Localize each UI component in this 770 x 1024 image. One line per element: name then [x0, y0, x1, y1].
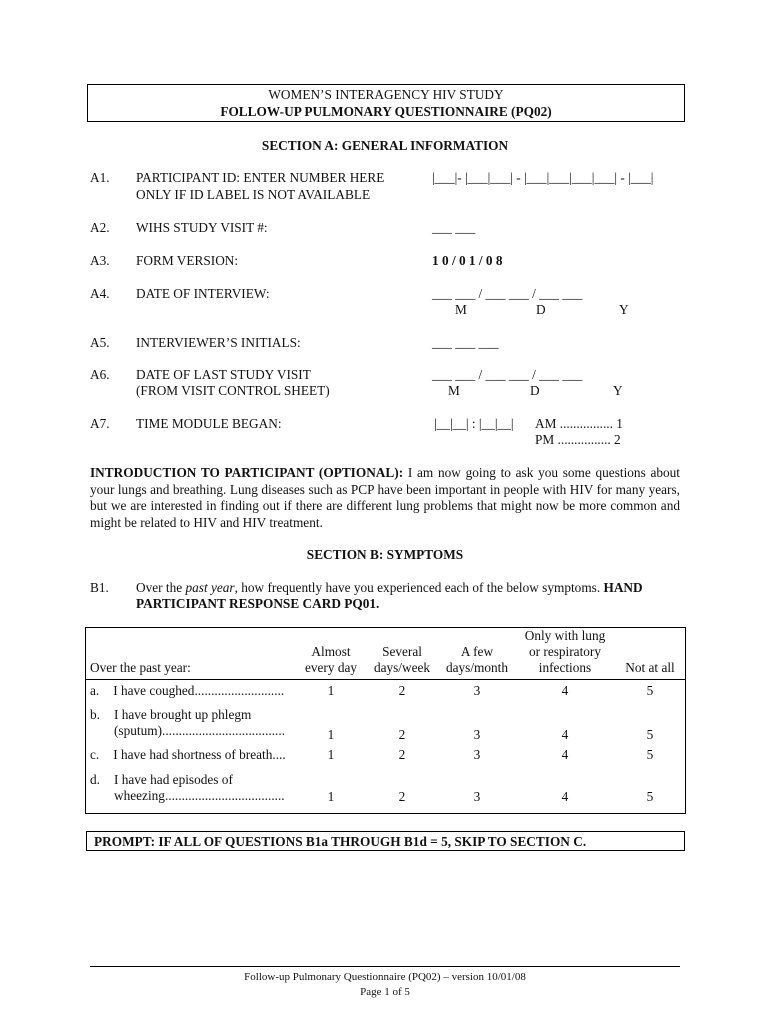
a7-number: A7.: [90, 416, 110, 431]
response-option[interactable]: 2: [398, 683, 406, 699]
table-row: a. I have coughed........................... 1 2 3 4 5: [85, 679, 686, 703]
a6-number: A6.: [90, 367, 110, 382]
b1-question-line2: PARTICIPANT RESPONSE CARD PQ01.: [136, 596, 380, 611]
a5-label: INTERVIEWER’S INITIALS:: [136, 335, 301, 350]
intro-lead: INTRODUCTION TO PARTICIPANT (OPTIONAL):: [90, 465, 404, 480]
symptoms-table: [85, 627, 686, 809]
response-option[interactable]: 4: [561, 747, 569, 762]
interview-day-label: D: [536, 302, 546, 317]
table-row: b. I have brought up phlegm (sputum)..................................... 1 2 3 4 5: [85, 703, 686, 743]
response-option[interactable]: 2: [398, 747, 406, 762]
form-title-box: [87, 84, 685, 122]
a2-label: WIHS STUDY VISIT #:: [136, 220, 268, 235]
study-visit-field[interactable]: ___ ___: [432, 220, 476, 235]
response-option[interactable]: 5: [646, 727, 654, 742]
am-option[interactable]: AM ................ 1: [535, 416, 623, 431]
participant-id-field[interactable]: |___|- |___|___| - |___|___|___|___| - |___|: [432, 170, 654, 185]
response-option[interactable]: 3: [473, 727, 481, 742]
response-option[interactable]: 1: [327, 683, 335, 699]
section-b-title: SECTION B: SYMPTOMS: [306, 547, 464, 562]
response-option[interactable]: 1: [327, 727, 335, 742]
col-few-days-month: A few days/month: [438, 627, 516, 679]
response-option[interactable]: 5: [646, 683, 654, 699]
a7-label: TIME MODULE BEGAN:: [136, 416, 282, 431]
a6-label-line2: (FROM VISIT CONTROL SHEET): [136, 383, 330, 398]
col-several-days-week: Several days/week: [366, 627, 438, 679]
study-name: WOMEN’S INTERAGENCY HIV STUDY: [268, 87, 504, 102]
last-visit-date-field[interactable]: ___ ___ / ___ ___ / ___ ___: [432, 367, 583, 382]
intro-paragraph: [90, 465, 680, 531]
last-visit-year-label: Y: [613, 383, 623, 398]
response-option[interactable]: 3: [473, 683, 481, 699]
interview-month-label: M: [455, 302, 467, 317]
response-option[interactable]: 2: [398, 727, 406, 742]
a6-label-line1: DATE OF LAST STUDY VISIT: [136, 367, 311, 382]
form-version-value: 1 0 / 0 1 / 0 8: [432, 253, 503, 268]
last-visit-month-label: M: [448, 383, 460, 398]
response-option[interactable]: 4: [561, 727, 569, 742]
response-option[interactable]: 3: [473, 747, 481, 762]
form-title: FOLLOW-UP PULMONARY QUESTIONNAIRE (PQ02): [220, 104, 552, 119]
time-module-field[interactable]: |__|__| : |__|__|: [434, 416, 514, 431]
interviewer-initials-field[interactable]: ___ ___ ___: [432, 335, 499, 350]
a5-number: A5.: [90, 335, 110, 350]
col-only-with-infections: Only with lung or respiratory infections: [516, 627, 614, 679]
pm-option[interactable]: PM ................ 2: [535, 432, 621, 447]
response-option[interactable]: 3: [473, 789, 481, 804]
col-almost-every-day: Almost every day: [296, 627, 366, 679]
b1-number: B1.: [90, 580, 109, 595]
a3-number: A3.: [90, 253, 110, 268]
response-option[interactable]: 1: [327, 789, 335, 804]
page-number: Page 1 of 5: [360, 986, 410, 998]
footer-version: Follow-up Pulmonary Questionnaire (PQ02) – version 10/01/08: [244, 971, 526, 983]
a4-number: A4.: [90, 286, 110, 301]
response-option[interactable]: 2: [398, 789, 406, 804]
footer-divider: [90, 966, 680, 967]
table-row: d. I have had episodes of wheezing.................................... 1 2 3 4 5: [85, 767, 686, 809]
section-a-title: SECTION A: GENERAL INFORMATION: [261, 138, 509, 153]
response-option[interactable]: 1: [327, 747, 335, 762]
response-option[interactable]: 4: [561, 789, 569, 804]
col-not-at-all: Not at all: [614, 627, 686, 679]
skip-prompt: PROMPT: IF ALL OF QUESTIONS B1a THROUGH B1d = 5, SKIP TO SECTION C.: [86, 831, 685, 851]
response-option[interactable]: 4: [561, 683, 569, 699]
a4-label: DATE OF INTERVIEW:: [136, 286, 270, 301]
a1-label-line1: PARTICIPANT ID: ENTER NUMBER HERE: [136, 170, 385, 185]
a2-number: A2.: [90, 220, 110, 235]
response-option[interactable]: 5: [646, 747, 654, 762]
interview-year-label: Y: [619, 302, 629, 317]
last-visit-day-label: D: [530, 383, 540, 398]
b1-question-line1: Over the past year, how frequently have you experienced each of the below symptoms. HAND: [136, 580, 643, 595]
a1-label-line2: ONLY IF ID LABEL IS NOT AVAILABLE: [136, 187, 371, 202]
response-option[interactable]: 5: [646, 789, 654, 804]
interview-date-field[interactable]: ___ ___ / ___ ___ / ___ ___: [432, 286, 583, 301]
intro-text: I am now going to ask you some questions about your lungs and breathing. Lung diseases such as PCP have been important in people with HIV for many years, but we are interested in finding out if there are different lung problems that might now be more common and might be related to HIV and HIV treatment.: [90, 465, 680, 530]
a3-label: FORM VERSION:: [136, 253, 239, 268]
table-row: c. I have had shortness of breath.... 1 2 3 4 5: [85, 743, 686, 767]
a1-number: A1.: [90, 170, 110, 185]
row-header: Over the past year:: [85, 627, 296, 679]
